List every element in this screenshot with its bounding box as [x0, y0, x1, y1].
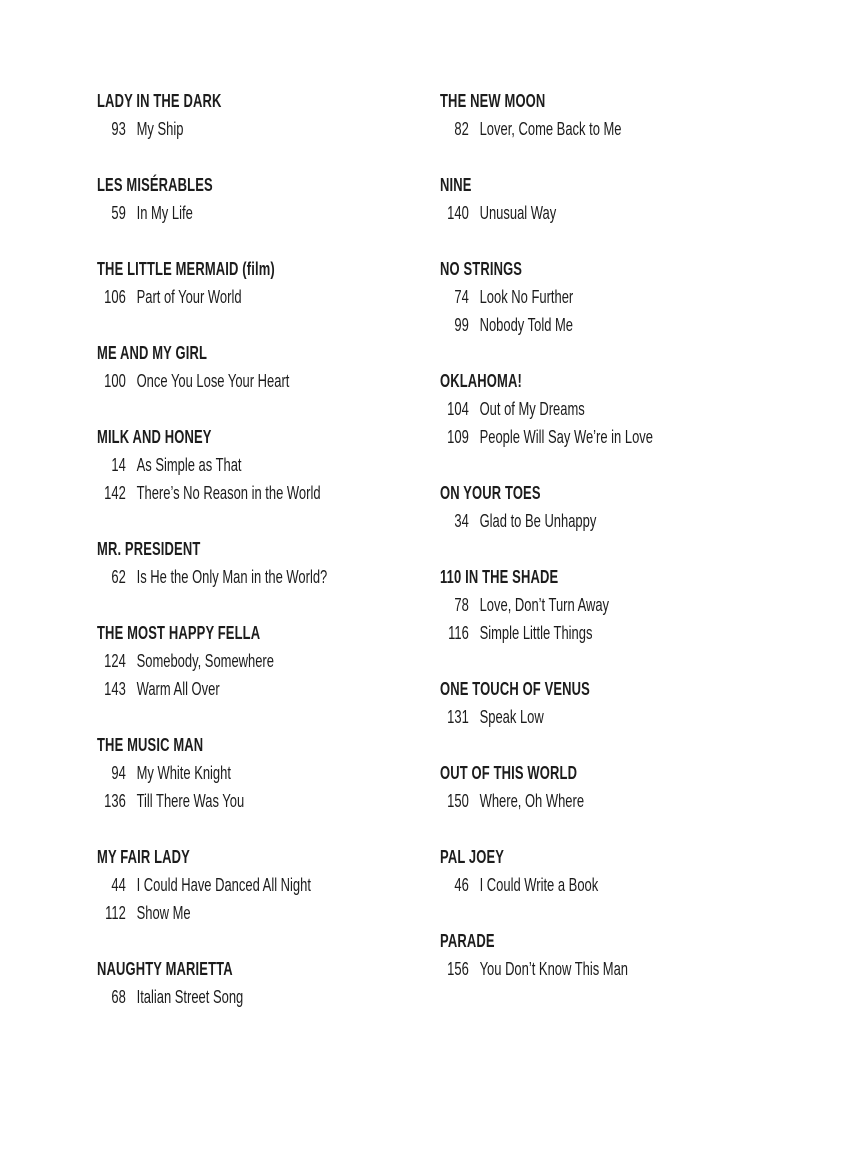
song-page-number: 140 — [447, 203, 469, 223]
song-title: There’s No Reason in the World — [136, 483, 321, 503]
song-row — [440, 507, 786, 535]
show-section — [440, 367, 786, 451]
show-heading: ON YOUR TOES — [440, 483, 541, 503]
song-title: Speak Low — [479, 707, 544, 727]
song-page-number: 62 — [111, 567, 126, 587]
show-heading: NINE — [440, 175, 472, 195]
show-section — [97, 423, 443, 507]
show-section — [440, 87, 786, 143]
song-page-number: 82 — [454, 119, 469, 139]
song-title: Lover, Come Back to Me — [479, 119, 622, 139]
show-section — [97, 731, 443, 815]
show-heading: OUT OF THIS WORLD — [440, 763, 578, 783]
toc-column-right — [440, 87, 786, 1011]
song-title: You Don’t Know This Man — [479, 959, 629, 979]
show-heading: 110 IN THE SHADE — [440, 567, 559, 587]
song-title: People Will Say We’re in Love — [479, 427, 653, 447]
song-title: Glad to Be Unhappy — [479, 511, 597, 531]
show-section — [440, 563, 786, 647]
song-title: Out of My Dreams — [479, 399, 585, 419]
song-row — [440, 591, 786, 619]
song-title: As Simple as That — [136, 455, 242, 475]
song-row — [440, 703, 786, 731]
song-page-number: 68 — [111, 987, 126, 1007]
show-heading: THE MOST HAPPY FELLA — [97, 623, 261, 643]
song-page-number: 14 — [111, 455, 126, 475]
show-section — [97, 339, 443, 395]
song-row — [97, 871, 443, 899]
show-heading: MILK AND HONEY — [97, 427, 212, 447]
show-heading: ONE TOUCH OF VENUS — [440, 679, 590, 699]
show-heading: OKLAHOMA! — [440, 371, 522, 391]
show-section — [440, 927, 786, 983]
show-heading: PARADE — [440, 931, 495, 951]
song-row — [440, 395, 786, 423]
song-title: Somebody, Somewhere — [136, 651, 274, 671]
show-section — [97, 171, 443, 227]
show-heading: NO STRINGS — [440, 259, 523, 279]
song-row — [440, 423, 786, 451]
song-page-number: 93 — [111, 119, 126, 139]
song-row — [97, 787, 443, 815]
song-title: I Could Write a Book — [479, 875, 599, 895]
song-row — [97, 675, 443, 703]
song-page-number: 124 — [104, 651, 126, 671]
song-row — [440, 311, 786, 339]
song-row — [440, 619, 786, 647]
song-row — [440, 871, 786, 899]
show-section — [440, 759, 786, 815]
song-page-number: 74 — [454, 287, 469, 307]
song-title: Once You Lose Your Heart — [136, 371, 290, 391]
song-row — [97, 983, 443, 1011]
song-page-number: 46 — [454, 875, 469, 895]
song-title: Simple Little Things — [479, 623, 593, 643]
song-title: Unusual Way — [479, 203, 557, 223]
song-page-number: 142 — [104, 483, 126, 503]
song-title: Love, Don’t Turn Away — [479, 595, 610, 615]
show-section — [440, 675, 786, 731]
song-page-number: 59 — [111, 203, 126, 223]
song-page-number: 99 — [454, 315, 469, 335]
show-heading: MR. PRESIDENT — [97, 539, 201, 559]
song-page-number: 106 — [104, 287, 126, 307]
song-page-number: 109 — [447, 427, 469, 447]
song-page-number: 156 — [447, 959, 469, 979]
show-section — [97, 87, 443, 143]
song-title: Where, Oh Where — [479, 791, 585, 811]
show-heading: PAL JOEY — [440, 847, 505, 867]
song-page-number: 150 — [447, 791, 469, 811]
song-row — [97, 647, 443, 675]
show-section — [440, 171, 786, 227]
show-heading: LADY IN THE DARK — [97, 91, 222, 111]
toc-column-left — [97, 87, 443, 1039]
show-heading: LES MISÉRABLES — [97, 175, 213, 195]
song-page-number: 143 — [104, 679, 126, 699]
song-title: My Ship — [136, 119, 184, 139]
song-title: In My Life — [136, 203, 193, 223]
song-row — [97, 199, 443, 227]
song-page-number: 104 — [447, 399, 469, 419]
song-row — [97, 115, 443, 143]
song-row — [97, 283, 443, 311]
show-heading: THE MUSIC MAN — [97, 735, 204, 755]
song-page-number: 94 — [111, 763, 126, 783]
song-row — [97, 451, 443, 479]
show-section — [440, 843, 786, 899]
song-row — [440, 787, 786, 815]
song-title: Is He the Only Man in the World? — [136, 567, 328, 587]
show-section — [97, 535, 443, 591]
song-title: Look No Further — [479, 287, 574, 307]
song-title: Till There Was You — [136, 791, 245, 811]
song-row — [97, 899, 443, 927]
show-section — [440, 255, 786, 339]
song-page-number: 112 — [105, 903, 126, 923]
song-title: Warm All Over — [136, 679, 220, 699]
song-title: Show Me — [136, 903, 191, 923]
song-title: Italian Street Song — [136, 987, 244, 1007]
show-heading: ME AND MY GIRL — [97, 343, 208, 363]
song-row — [97, 367, 443, 395]
song-page-number: 34 — [454, 511, 469, 531]
show-section — [440, 479, 786, 535]
song-title: Nobody Told Me — [479, 315, 574, 335]
song-page-number: 116 — [448, 623, 469, 643]
show-heading: THE NEW MOON — [440, 91, 546, 111]
song-page-number: 100 — [104, 371, 126, 391]
show-heading: MY FAIR LADY — [97, 847, 190, 867]
song-row — [97, 759, 443, 787]
song-page-number: 78 — [454, 595, 469, 615]
song-row — [440, 283, 786, 311]
show-section — [97, 619, 443, 703]
song-page-number: 131 — [447, 707, 469, 727]
show-section — [97, 955, 443, 1011]
song-row — [440, 115, 786, 143]
show-section — [97, 255, 443, 311]
song-row — [440, 199, 786, 227]
show-section — [97, 843, 443, 927]
song-row — [97, 563, 443, 591]
song-row — [440, 955, 786, 983]
show-heading: NAUGHTY MARIETTA — [97, 959, 233, 979]
song-row — [97, 479, 443, 507]
song-title: I Could Have Danced All Night — [136, 875, 311, 895]
song-page-number: 136 — [104, 791, 126, 811]
song-title: Part of Your World — [136, 287, 242, 307]
show-heading: THE LITTLE MERMAID (film) — [97, 259, 275, 279]
song-page-number: 44 — [111, 875, 126, 895]
song-title: My White Knight — [136, 763, 231, 783]
